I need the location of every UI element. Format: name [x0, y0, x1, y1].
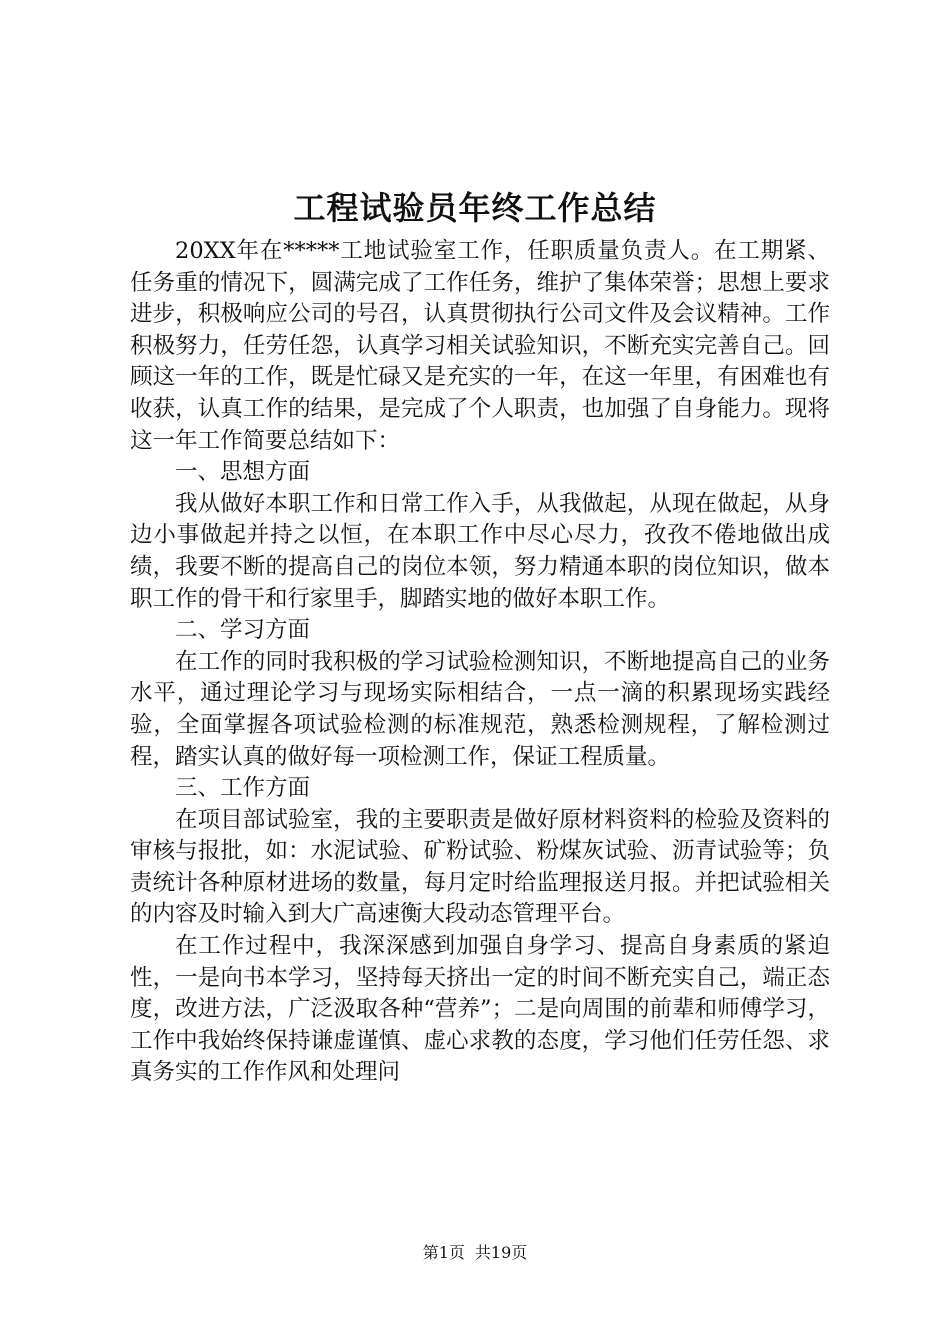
work-paragraph: 在项目部试验室，我的主要职责是做好原材料资料的检验及资料的审核与报批，如：水泥试验、矿粉试验、粉煤灰试验、沥青试验等；负责统计各种原材进场的数量，每月定时给监理报送月报。并把试验相关的内容及时输入到大广高速衡大段动态管理平台。: [130, 806, 830, 928]
document-body: [130, 236, 830, 1089]
section-heading-work: 三、工作方面: [175, 775, 311, 802]
section-heading-study: 二、学习方面: [175, 617, 311, 644]
page-footer: [0, 1242, 950, 1264]
work-process-paragraph: 在工作过程中，我深深感到加强自身学习、提高自身素质的紧迫性，一是向书本学习，坚持每天挤出一定的时间不断充实自己，端正态度，改进方法，广泛汲取各种“营养”；二是向周围的前辈和师傅学习，工作中我始终保持谦虚谨慎、虚心求教的态度，学习他们任劳任怨、求真务实的工作作风和处理问: [130, 933, 830, 1086]
section-heading-thought: 一、思想方面: [175, 459, 311, 486]
page-total: 共19页: [474, 1243, 528, 1262]
intro-paragraph: 20XX年在*****工地试验室工作，任职质量负责人。在工期紧、任务重的情况下，圆满完成了工作任务，维护了集体荣誉；思想上要求进步，积极响应公司的号召，认真贯彻执行公司文件及会议精神。工作积极努力，任劳任怨，认真学习相关试验知识，不断充实完善自己。回顾这一年的工作，既是忙碌又是充实的一年，在这一年里，有困难也有收获，认真工作的结果，是完成了个人职责，也加强了自身能力。现将这一年工作简要总结如下：: [130, 238, 830, 454]
study-paragraph: 在工作的同时我积极的学习试验检测知识，不断地提高自己的业务水平，通过理论学习与现场实际相结合，一点一滴的积累现场实践经验，全面掌握各项试验检测的标准规范，熟悉检测规程，了解检测过程，踏实认真的做好每一项检测工作，保证工程质量。: [130, 648, 830, 770]
document-title: 工程试验员年终工作总结: [293, 189, 657, 227]
thought-paragraph: 我从做好本职工作和日常工作入手，从我做起，从现在做起，从身边小事做起并持之以恒，在本职工作中尽心尽力，孜孜不倦地做出成绩，我要不断的提高自己的岗位本领，努力精通本职的岗位知识，做本职工作的骨干和行家里手，脚踏实地的做好本职工作。: [130, 490, 830, 612]
page-number: 第1页: [422, 1243, 465, 1262]
